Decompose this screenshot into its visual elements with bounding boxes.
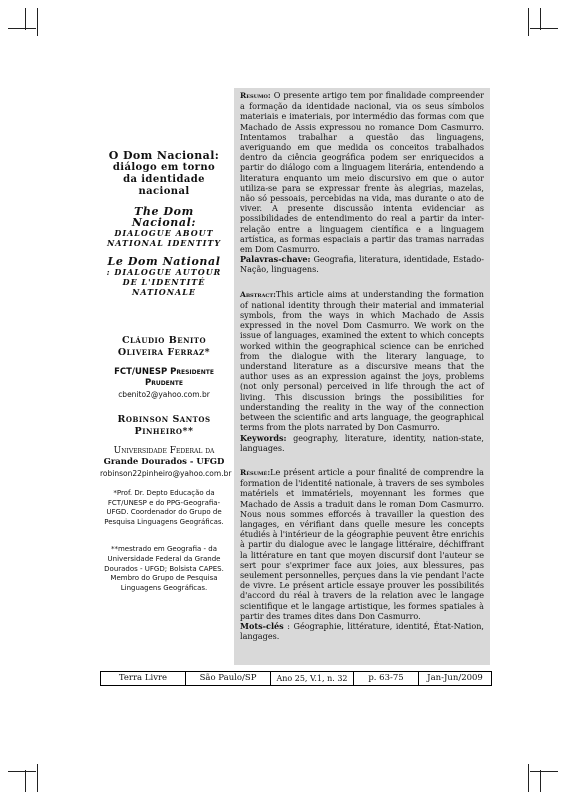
abstract-panel (240, 90, 484, 641)
title-pt-line: nacional (138, 186, 190, 197)
crop-mark (530, 28, 558, 29)
crop-mark (8, 771, 36, 772)
title-fr-line: NATIONALE (132, 287, 196, 297)
footer-journal: Terra Livre (101, 672, 186, 685)
motscles-label: Mots-clés (240, 620, 284, 631)
crop-mark (530, 771, 558, 772)
title-fr-line: Le Dom National (107, 255, 221, 268)
footer-date: Jan-Jun/2009 (427, 673, 483, 683)
title-en-line: DIALOGUE ABOUT (114, 228, 214, 238)
mots-cles (240, 621, 484, 641)
title-pt-line: da identidade (123, 174, 205, 185)
abstract-label: Abstract: (240, 289, 276, 299)
title-pt-line: O Dom Nacional: (108, 149, 220, 162)
journal-footer (100, 671, 492, 686)
crop-mark (540, 770, 541, 792)
title-english (100, 206, 228, 248)
title-en-line: Nacional: (131, 216, 197, 229)
author-name-line: Robinson Santos (117, 414, 211, 425)
crop-mark (37, 764, 38, 792)
author-note: **mestrado em Geografia - da Universidade Federal da Grande Dourados - UFGD; Bolsista CAPES. Membro do Grupo de Pesquisa Linguagens Geográficas. (104, 545, 224, 592)
author-email: robinson22pinheiro@yahoo.com.br (100, 469, 232, 478)
palavras-text: Geografia, literatura, identidade, Estado-Nação, linguagens. (240, 254, 484, 275)
motscles-text: : Géographie, littérature, identité, État-Nation, langages. (240, 620, 484, 642)
footer-volume: Ano 25, V.1, n. 32 (271, 672, 354, 685)
resume-text: Le présent article a pour finalité de comprendre la formation de l'identité nationale, à travers de ses symboles matériels et immatériels, moyennant les formes que Machado de Assis a traduit dans le roman Dom Casmurro. Nous nous sommes efforcés à travailler la question des langages, en vérifiant dans quelle mesure les concepts étudiés à l'intérieur de la géographie peuvent être enrichis à partir du dialogue avec le langage littéraire, déchiffrant la littérature en tant que moyen discursif dont l'auteur se sert pour s'exprimer face aux joies, aux blessures, pas seulement personnelles, perçues dans la vie pendant l'acte de vivre. Le présent article essaye prouver les possibilités d'accord du réal à travers de la relation avec le langage scientifique et le langage artistique, les formes spatiales à partir des trames dites dans Don Casmurro. (240, 466, 484, 621)
keywords-label: Keywords: (240, 432, 287, 443)
author-email: cbenito2@yahoo.com.br (118, 390, 210, 399)
palavras-chave (240, 254, 484, 274)
resume-label: Résumé: (240, 467, 271, 477)
title-column (100, 149, 232, 593)
abstract-paragraph (240, 289, 484, 433)
crop-mark (540, 8, 541, 30)
author-name-line: Cláudio Benito (121, 335, 207, 346)
crop-mark (528, 8, 529, 36)
crop-mark (528, 764, 529, 792)
affiliation-line: FCT/UNESP Presidente (114, 367, 214, 377)
author-affiliation (100, 446, 228, 468)
title-fr-line: DE L'IDENTITÉ (122, 277, 206, 287)
keywords-text: geography, literature, identity, nation-state, languages. (240, 432, 484, 453)
abstract-text: This article aims at understanding the formation of national identity through their material and immaterial symbols, from the ways in which Machado de Assis expressed in the novel Dom Casmurro. We work on the issue of languages, examined the extent to which concepts worked within the geographical science can be enriched from the dialogue with the literary language, to understand literature as a discursive means that the author uses as an expression against the joys, problems (not only personal) perceived in life through the act of living. This discussion brings the possibilities for understanding the reality in the way of the connection between the scientific and arts language, the geographical terms from the plots narrated by Don Casmurro. (240, 288, 484, 433)
title-portuguese (100, 150, 228, 198)
resumo-text: O presente artigo tem por finalidade compreender a formação da identidade nacional, via os seus símbolos materiais e imateriais, por intermédio das formas com que Machado de Assis expressou no romance Dom Casmurro. Intentamos trabalhar a questão das linguagens, averiguando em que medida os conceitos trabalhados dentro da ciência geográfica podem ser enriquecidos a partir do diálogo com a linguagem literária, entendendo a literatura enquanto um meio discursivo em que o autor utiliza-se para se expressar frente às alegrias, mazelas, não só pessoais, percebidas na vida, mas durante o ato de viver. A presente discussão intenta evidenciar as possibilidades de entendimento do real a partir da inter-relação entre a linguagem científica e a linguagem artística, as formas espaciais a partir das tramas narradas em Dom Casmurro. (240, 90, 484, 255)
resumo-paragraph (240, 90, 484, 254)
author-affiliation (100, 367, 228, 389)
footer-city: São Paulo/SP (186, 672, 271, 685)
resumo-label: Resumo: (240, 91, 271, 100)
title-en-line: NATIONAL IDENTITY (106, 238, 222, 248)
title-en-line: The Dom (134, 205, 194, 218)
affiliation-line: Universidade Federal da (113, 446, 215, 456)
palavras-label: Palavras-chave: (240, 254, 311, 265)
affiliation-line: Prudente (144, 378, 183, 388)
crop-mark (8, 28, 36, 29)
keywords (240, 433, 484, 453)
author-note: *Prof. Dr. Depto Educação da FCT/UNESP e do PPG-Geografia-UFGD. Coordenador do Grupo de Pesquisa Linguagens Geográficas. (104, 489, 224, 526)
author-name (100, 335, 228, 359)
title-fr-line: : DIALOGUE AUTOUR (106, 267, 222, 277)
affiliation-line: Grande Dourados - UFGD (103, 457, 225, 467)
author-name-line: Oliveira Ferraz* (117, 347, 211, 358)
author-name-line: Pinheiro** (134, 426, 194, 437)
crop-mark (37, 8, 38, 36)
title-pt-line: diálogo em torno (112, 162, 216, 173)
author-name (100, 414, 228, 438)
footer-pages: p. 63-75 (354, 672, 419, 685)
resume-paragraph (240, 467, 484, 621)
crop-mark (25, 770, 26, 792)
title-french (100, 256, 228, 297)
crop-mark (25, 8, 26, 30)
